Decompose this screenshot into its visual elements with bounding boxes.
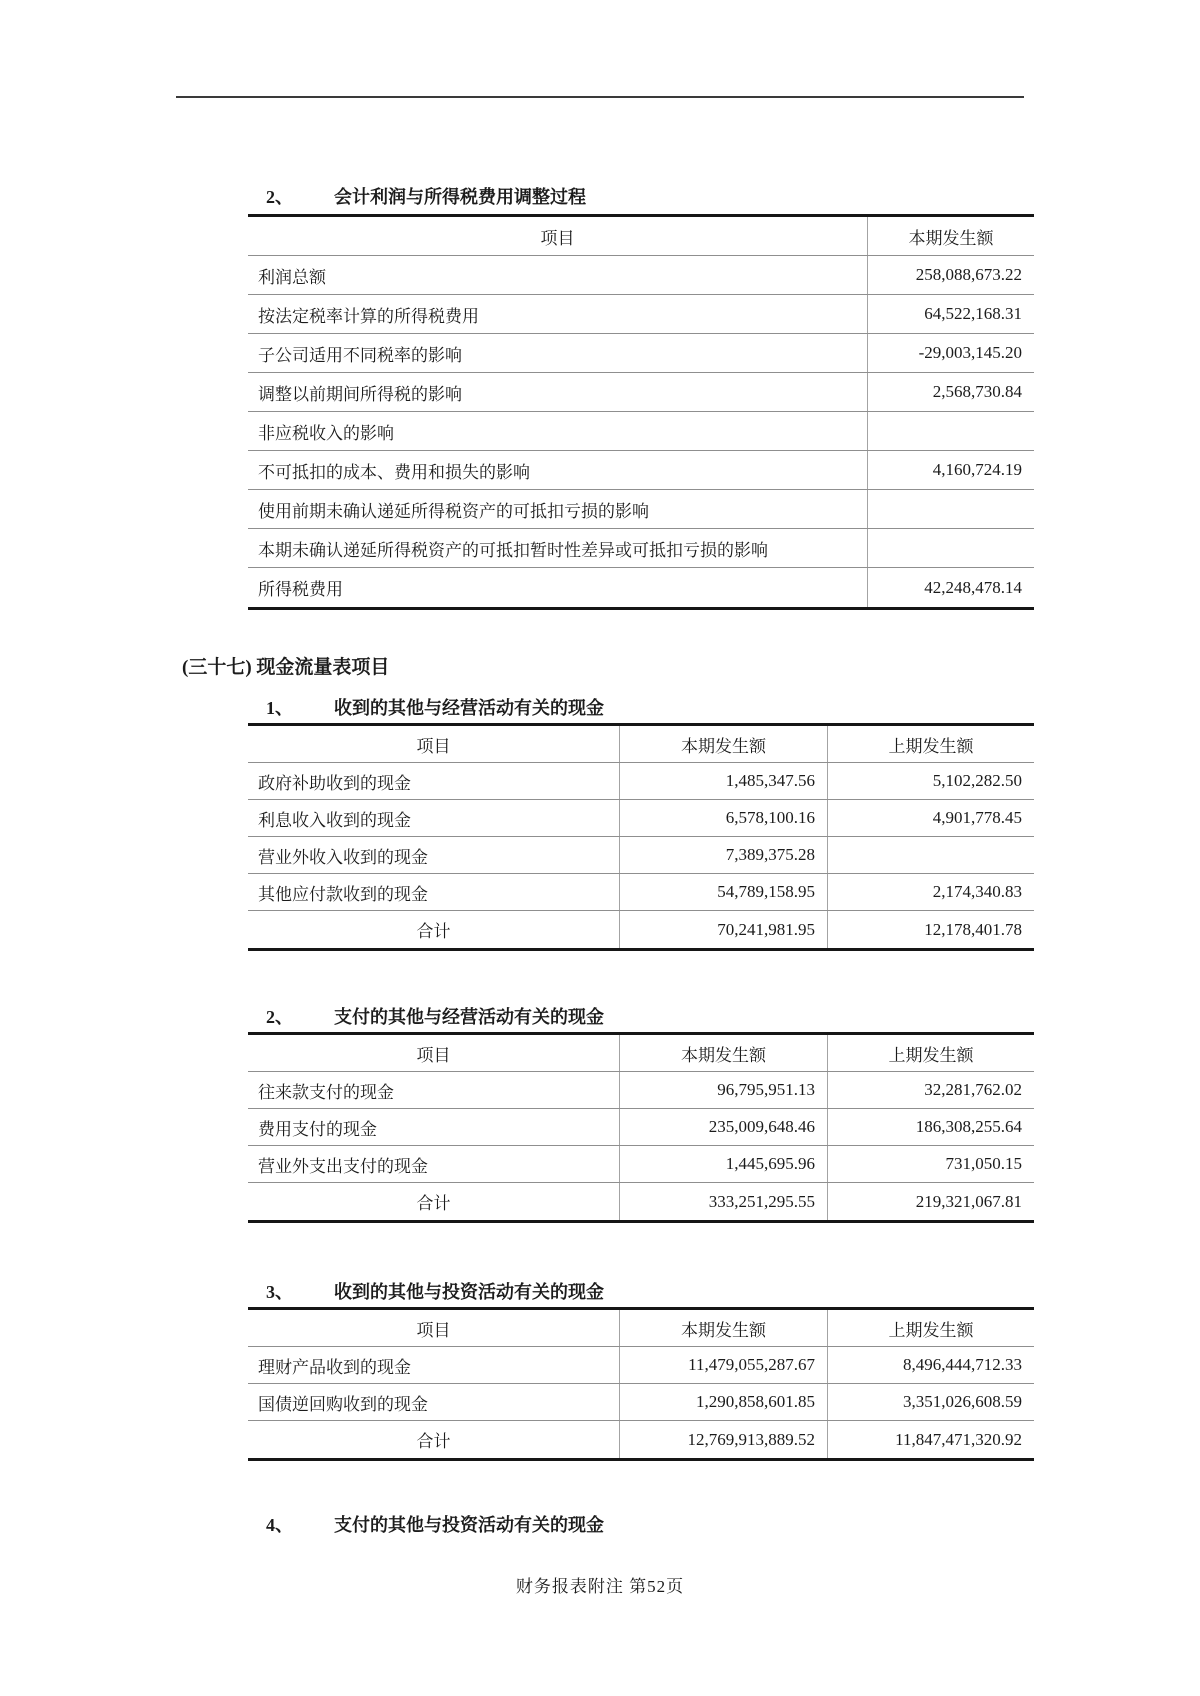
cashflow-table-3 <box>248 1307 1034 1461</box>
tax-section-title: 会计利润与所得税费用调整过程 <box>334 187 586 207</box>
cell-current: 64,522,168.31 <box>867 295 1034 333</box>
header-cell-prior: 上期发生额 <box>827 1035 1034 1071</box>
cell-current: 1,445,695.96 <box>619 1146 827 1182</box>
cell-current: 235,009,648.46 <box>619 1109 827 1145</box>
cell-current: 2,568,730.84 <box>867 373 1034 411</box>
total-label: 合计 <box>416 1194 451 1213</box>
cashflow-sub3-number: 3、 <box>266 1282 293 1302</box>
header-cell-item: 项目 <box>416 1045 451 1065</box>
cashflow-sub3-title: 收到的其他与投资活动有关的现金 <box>334 1282 604 1302</box>
table-header-row <box>248 1035 1034 1072</box>
cell-current: 54,789,158.95 <box>619 874 827 910</box>
cell-item: 费用支付的现金 <box>258 1119 377 1139</box>
table-row <box>248 1384 1034 1421</box>
cell-item: 调整以前期间所得税的影响 <box>258 384 462 404</box>
cashflow-sub2-number: 2、 <box>266 1007 293 1027</box>
table-row <box>248 568 1034 607</box>
header-cell-item: 项目 <box>416 736 451 756</box>
header-cell-prior: 上期发生额 <box>827 726 1034 762</box>
cell-item: 不可抵扣的成本、费用和损失的影响 <box>258 462 530 482</box>
total-label: 合计 <box>416 922 451 941</box>
cell-current <box>867 529 1034 567</box>
total-label: 合计 <box>416 1432 451 1451</box>
page-footer: 财务报表附注 第52页 <box>515 1577 685 1596</box>
table-header-row <box>248 217 1034 256</box>
cashflow-sub2-heading <box>266 1006 604 1028</box>
cashflow-sub1-number: 1、 <box>266 698 293 718</box>
cell-item: 国债逆回购收到的现金 <box>258 1394 428 1414</box>
table-header-row <box>248 1310 1034 1347</box>
cell-item: 政府补助收到的现金 <box>258 773 411 793</box>
cell-prior: 32,281,762.02 <box>827 1072 1034 1108</box>
table-row <box>248 837 1034 874</box>
table-row <box>248 800 1034 837</box>
table-header-row <box>248 726 1034 763</box>
cell-current: 96,795,951.13 <box>619 1072 827 1108</box>
cashflow-table-2 <box>248 1032 1034 1223</box>
table-row <box>248 1146 1034 1183</box>
header-cell-prior: 上期发生额 <box>827 1310 1034 1346</box>
cell-current <box>867 412 1034 450</box>
cell-item: 往来款支付的现金 <box>258 1082 394 1102</box>
cell-current: 42,248,478.14 <box>867 568 1034 607</box>
tax-section-heading <box>266 186 586 208</box>
cashflow-sub1-title: 收到的其他与经营活动有关的现金 <box>334 698 604 718</box>
table-row <box>248 490 1034 529</box>
header-cell-current: 本期发生额 <box>619 1035 827 1071</box>
cell-item: 营业外支出支付的现金 <box>258 1156 428 1176</box>
cashflow-sub2-title: 支付的其他与经营活动有关的现金 <box>334 1007 604 1027</box>
cell-item: 本期未确认递延所得税资产的可抵扣暂时性差异或可抵扣亏损的影响 <box>258 540 768 560</box>
cashflow-section-heading: (三十七) 现金流量表项目 <box>182 657 390 678</box>
cell-prior: 4,901,778.45 <box>827 800 1034 836</box>
table-total-row <box>248 1421 1034 1458</box>
total-current: 70,241,981.95 <box>619 911 827 948</box>
cashflow-sub3-heading <box>266 1281 604 1303</box>
total-current: 12,769,913,889.52 <box>619 1421 827 1458</box>
table-total-row <box>248 1183 1034 1220</box>
cell-prior: 3,351,026,608.59 <box>827 1384 1034 1420</box>
table-row <box>248 256 1034 295</box>
cell-item: 子公司适用不同税率的影响 <box>258 345 462 365</box>
cell-current <box>867 490 1034 528</box>
cell-prior: 5,102,282.50 <box>827 763 1034 799</box>
cell-item: 按法定税率计算的所得税费用 <box>258 306 479 326</box>
cell-current: 11,479,055,287.67 <box>619 1347 827 1383</box>
header-cell-item: 项目 <box>540 228 575 248</box>
header-cell-current: 本期发生额 <box>619 726 827 762</box>
cell-item: 利息收入收到的现金 <box>258 810 411 830</box>
cell-item: 理财产品收到的现金 <box>258 1357 411 1377</box>
table-row <box>248 1347 1034 1384</box>
table-row <box>248 1072 1034 1109</box>
cell-current: -29,003,145.20 <box>867 334 1034 372</box>
cashflow-sub4-number: 4、 <box>266 1515 293 1535</box>
cell-item: 使用前期未确认递延所得税资产的可抵扣亏损的影响 <box>258 501 649 521</box>
cashflow-sub1-heading <box>266 697 604 719</box>
cashflow-table-1 <box>248 723 1034 951</box>
cashflow-sub4-title: 支付的其他与投资活动有关的现金 <box>334 1515 604 1535</box>
header-rule <box>176 96 1024 98</box>
table-row <box>248 334 1034 373</box>
table-row <box>248 412 1034 451</box>
cell-current: 7,389,375.28 <box>619 837 827 873</box>
total-prior: 11,847,471,320.92 <box>827 1421 1034 1458</box>
cell-item: 营业外收入收到的现金 <box>258 847 428 867</box>
total-current: 333,251,295.55 <box>619 1183 827 1220</box>
cell-prior: 2,174,340.83 <box>827 874 1034 910</box>
table-row <box>248 295 1034 334</box>
cell-prior: 186,308,255.64 <box>827 1109 1034 1145</box>
cell-prior: 731,050.15 <box>827 1146 1034 1182</box>
cell-current: 1,485,347.56 <box>619 763 827 799</box>
total-prior: 219,321,067.81 <box>827 1183 1034 1220</box>
table-row <box>248 529 1034 568</box>
cell-item: 非应税收入的影响 <box>258 423 394 443</box>
cell-item: 其他应付款收到的现金 <box>258 884 428 904</box>
table-row <box>248 763 1034 800</box>
cell-item: 利润总额 <box>258 267 326 287</box>
cell-current: 4,160,724.19 <box>867 451 1034 489</box>
tax-section-number: 2、 <box>266 187 293 207</box>
total-prior: 12,178,401.78 <box>827 911 1034 948</box>
header-cell-current: 本期发生额 <box>619 1310 827 1346</box>
tax-reconciliation-table <box>248 214 1034 610</box>
header-cell-item: 项目 <box>416 1320 451 1340</box>
table-row <box>248 874 1034 911</box>
cell-current: 6,578,100.16 <box>619 800 827 836</box>
header-cell-current: 本期发生额 <box>867 217 1034 255</box>
cell-current: 258,088,673.22 <box>867 256 1034 294</box>
table-row <box>248 373 1034 412</box>
cell-prior <box>827 837 1034 873</box>
table-row <box>248 1109 1034 1146</box>
cashflow-sub4-heading <box>266 1514 604 1536</box>
table-total-row <box>248 911 1034 948</box>
cell-prior: 8,496,444,712.33 <box>827 1347 1034 1383</box>
cell-current: 1,290,858,601.85 <box>619 1384 827 1420</box>
cell-item: 所得税费用 <box>258 580 343 599</box>
table-row <box>248 451 1034 490</box>
